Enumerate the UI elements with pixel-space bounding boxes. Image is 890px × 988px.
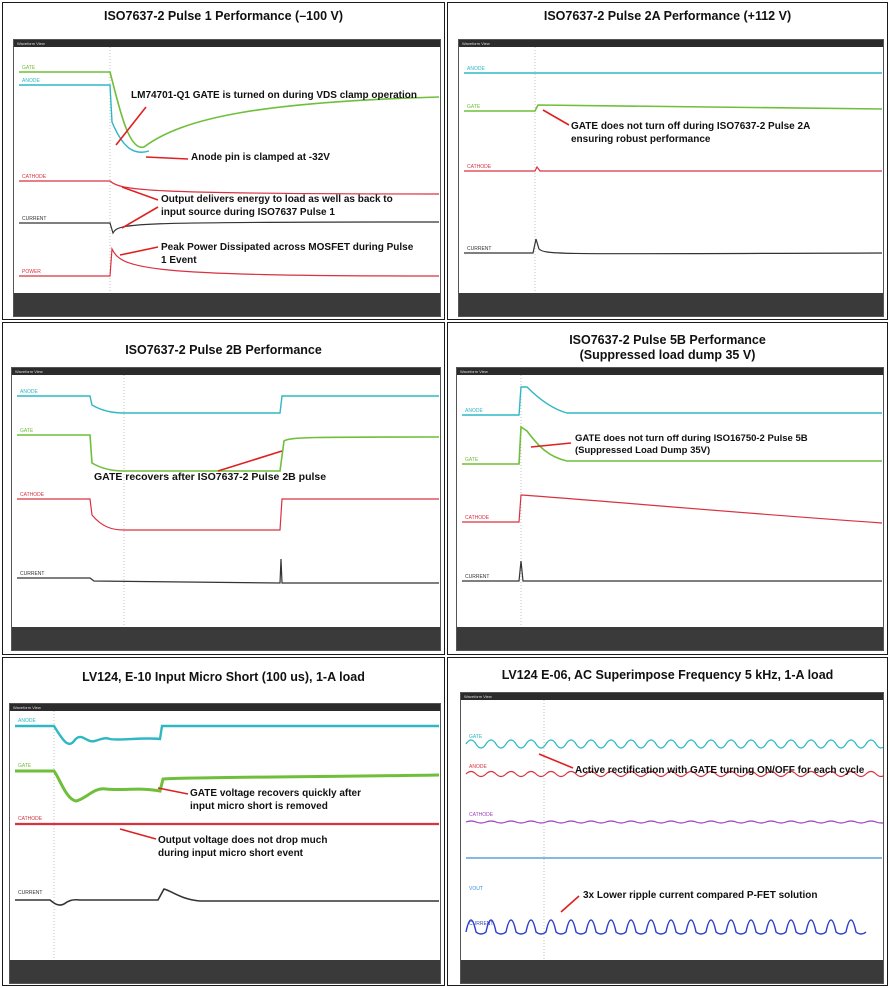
annotation-text: GATE does not turn off during ISO16750-2 Pulse 5B: [575, 433, 808, 444]
panel-pulse2b: [2, 322, 445, 655]
channel-label-anode: ANODE: [18, 718, 36, 724]
trace-anode: [462, 387, 882, 415]
annotation-text: 3x Lower ripple current compared P-FET solution: [583, 890, 818, 901]
channel-label-cathode: CATHODE: [20, 492, 45, 498]
annotation-text: Active rectification with GATE turning ON/OFF for each cycle: [575, 765, 865, 776]
panel-pulse5b: [447, 322, 888, 655]
channel-label-current: CURRENT: [467, 246, 492, 252]
channel-label-cathode: CATHODE: [465, 515, 490, 521]
channel-label-current: CURRENT: [20, 571, 45, 577]
trace-current: [464, 239, 882, 254]
panel-title: ISO7637-2 Pulse 2A Performance (+112 V): [543, 9, 792, 23]
scope-screen: [11, 367, 441, 651]
channel-label-anode: ANODE: [22, 78, 40, 84]
annotation-arrow: [561, 896, 579, 912]
trace-gate: [17, 435, 439, 471]
trace-gate: [19, 72, 439, 147]
annotation-arrow: [218, 451, 282, 471]
annotation-arrow: [543, 110, 569, 125]
trace-current: [17, 559, 439, 583]
panel-pulse1: [2, 2, 445, 320]
annotation-text: Anode pin is clamped at -32V: [191, 152, 330, 163]
channel-label-cathode: CATHODE: [22, 174, 47, 180]
scope-screen: [456, 367, 884, 651]
annotation-text: GATE recovers after ISO7637-2 Pulse 2B pulse: [94, 471, 327, 483]
channel-label-current: CURRENT: [469, 921, 494, 927]
channel-label-gate: GATE: [18, 763, 32, 769]
waveform-view-bar: Waveform View: [10, 704, 440, 711]
annotation-text: input micro short is removed: [190, 801, 328, 812]
trace-current: [15, 889, 439, 905]
trace-current: [466, 920, 866, 934]
scope-screen: [9, 703, 441, 984]
scope-control-bar: [461, 960, 883, 983]
annotation-text: 1 Event: [161, 255, 197, 266]
annotation-text: ensuring robust performance: [571, 134, 711, 145]
scope-screen: [13, 39, 441, 317]
trace-gate: [466, 740, 884, 748]
trace-cathode: [17, 499, 439, 530]
annotation-text: Output voltage does not drop much: [158, 835, 328, 846]
panel-micro-short: [2, 657, 445, 986]
waveform-view-bar: Waveform View: [12, 368, 440, 375]
scope-control-bar: [10, 960, 440, 983]
annotation-text: (Suppressed Load Dump 35V): [575, 445, 711, 456]
channel-label-current: CURRENT: [22, 216, 47, 222]
panel-pulse2a: [447, 2, 888, 320]
scope-control-bar: [12, 627, 440, 650]
waveform-view-bar: Waveform View: [461, 693, 883, 700]
scope-screen: [458, 39, 884, 317]
panel-title: LV124, E-10 Input Micro Short (100 us), 1-A load: [82, 670, 365, 684]
trace-current: [19, 222, 439, 233]
annotation-text: during input micro short event: [158, 848, 304, 859]
panel-subtitle: (Suppressed load dump 35 V): [579, 348, 756, 362]
scope-control-bar: [457, 627, 883, 650]
waveform-plot: [12, 375, 441, 629]
panel-title: ISO7637-2 Pulse 2B Performance: [125, 343, 322, 357]
trace-current: [462, 561, 882, 581]
trace-power: [19, 249, 439, 276]
trace-cathode: [462, 495, 882, 523]
waveform-plot: [461, 700, 884, 962]
annotation-arrow: [120, 247, 158, 255]
channel-label-anode: ANODE: [465, 408, 483, 414]
scope-control-bar: [459, 293, 883, 316]
annotation-arrow: [120, 829, 156, 839]
waveform-plot: [14, 47, 441, 295]
waveform-plot: [457, 375, 884, 629]
trace-cathode: [466, 821, 884, 823]
annotation-text: Output delivers energy to load as well as back to: [161, 194, 393, 205]
waveform-plot: [459, 47, 884, 295]
trace-cathode: [19, 181, 439, 194]
trace-anode: [17, 396, 439, 413]
channel-label-gate: GATE: [465, 457, 479, 463]
panel-ac-superimpose: [447, 657, 888, 986]
channel-label-gate: GATE: [22, 65, 36, 71]
panel-title: ISO7637-2 Pulse 5B Performance: [569, 333, 766, 347]
waveform-view-bar: Waveform View: [14, 40, 440, 47]
panel-title: LV124 E-06, AC Superimpose Frequency 5 kHz, 1-A load: [501, 668, 834, 682]
waveform-view-bar: Waveform View: [457, 368, 883, 375]
annotation-text: GATE does not turn off during ISO7637-2 Pulse 2A: [571, 121, 811, 132]
waveform-plot: [10, 711, 441, 962]
scope-screen: [460, 692, 884, 984]
trace-gate: [464, 105, 882, 111]
channel-label-gate: GATE: [20, 428, 34, 434]
annotation-text: GATE voltage recovers quickly after: [190, 788, 361, 799]
annotation-arrow: [158, 788, 188, 794]
trace-anode: [15, 726, 439, 744]
annotation-text: Peak Power Dissipated across MOSFET during Pulse: [161, 242, 414, 253]
scope-control-bar: [14, 293, 440, 316]
channel-label-cathode: CATHODE: [18, 816, 43, 822]
annotation-arrow: [146, 157, 188, 159]
channel-label-power: POWER: [22, 269, 41, 275]
panel-title: ISO7637-2 Pulse 1 Performance (–100 V): [103, 9, 343, 23]
channel-label-anode: ANODE: [469, 764, 487, 770]
channel-label-current: CURRENT: [465, 574, 490, 580]
channel-label-gate: GATE: [469, 734, 483, 740]
annotation-text: input source during ISO7637 Pulse 1: [161, 207, 335, 218]
channel-label-vout: VOUT: [469, 886, 483, 892]
trace-cathode: [464, 167, 882, 171]
annotation-text: LM74701-Q1 GATE is turned on during VDS clamp operation: [131, 90, 417, 101]
waveform-view-bar: Waveform View: [459, 40, 883, 47]
channel-label-cathode: CATHODE: [469, 812, 494, 818]
trace-anode: [19, 85, 149, 152]
channel-label-current: CURRENT: [18, 890, 43, 896]
channel-label-cathode: CATHODE: [467, 164, 492, 170]
channel-label-gate: GATE: [467, 104, 481, 110]
channel-label-anode: ANODE: [467, 66, 485, 72]
channel-label-anode: ANODE: [20, 389, 38, 395]
